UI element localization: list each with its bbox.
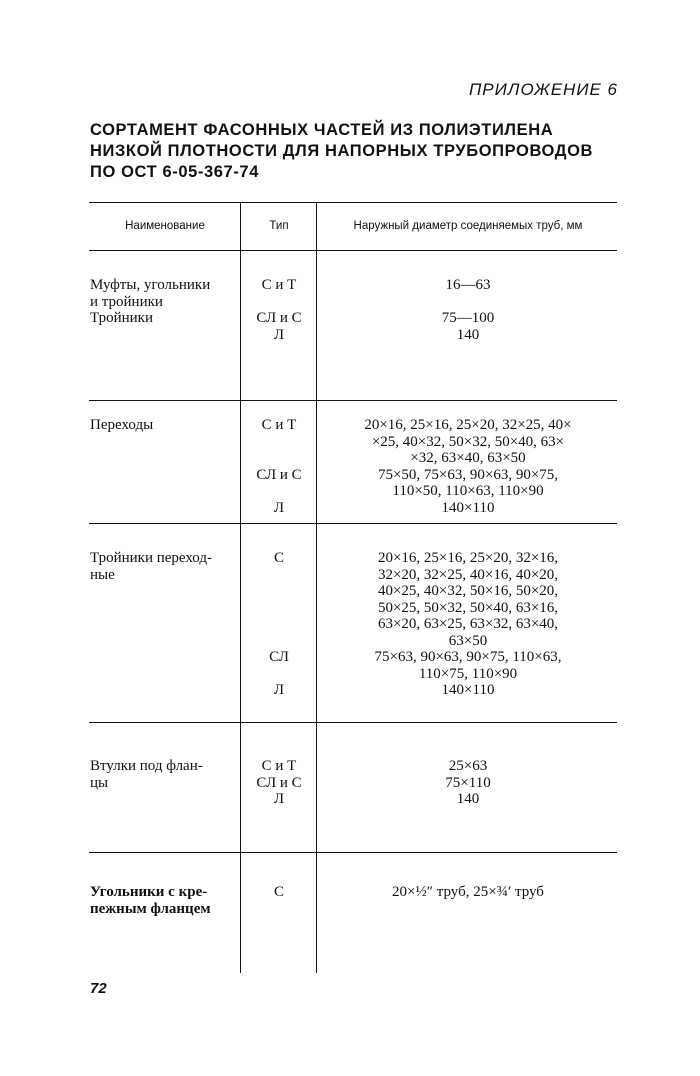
row-type-line: [242, 483, 316, 500]
row-type-line: С и Т: [261, 277, 297, 293]
row-diameter-line: 110×50, 110×63, 110×90: [392, 483, 544, 499]
row-type: [242, 758, 316, 808]
row-diameter-line: ×32, 63×40, 63×50: [410, 450, 526, 466]
row-diameter-line: 20×16, 25×16, 25×20, 32×25, 40×: [364, 417, 572, 433]
row-diameter-line: [318, 294, 618, 311]
row-diameter: [318, 884, 618, 901]
row-diameter-line: 32×20, 32×25, 40×16, 40×20,: [377, 566, 559, 583]
header-rule: [89, 250, 617, 251]
row-name: [90, 758, 240, 791]
row-diameter-line: 25×63: [448, 758, 488, 774]
row-diameter-line: 20×½″ труб, 25×¾′ труб: [392, 884, 544, 900]
row-name-line: Втулки под флан-: [90, 758, 203, 774]
row-name-line: цы: [90, 774, 109, 791]
row-type-line: СЛ: [269, 649, 289, 665]
row-diameter-line: 75×110: [445, 774, 491, 791]
page-title: [90, 120, 630, 183]
row-name: [90, 417, 240, 434]
column-divider: [240, 203, 241, 973]
row-diameter-line: 140×110: [441, 499, 495, 516]
row-name-line: пежным фланцем: [90, 900, 211, 917]
row-type-line: Л: [273, 791, 285, 807]
row-type-line: СЛ и С: [256, 466, 302, 483]
row-diameter-line: ×25, 40×32, 50×32, 50×40, 63×: [371, 433, 565, 450]
row-diameter: [318, 550, 618, 699]
row-type-line: [242, 616, 316, 633]
row-type-line: [242, 600, 316, 617]
row-divider: [89, 852, 617, 853]
row-type-line: [242, 450, 316, 467]
row-name: [90, 550, 240, 583]
title-line: ПО ОСТ 6-05-367-74: [90, 163, 259, 181]
row-name-line: Муфты, угольники: [90, 277, 211, 293]
row-type-line: [242, 633, 316, 650]
title-line: СОРТАМЕНТ ФАСОННЫХ ЧАСТЕЙ ИЗ ПОЛИЭТИЛЕНА: [90, 121, 554, 139]
row-name-line: ные: [90, 566, 115, 583]
row-type-line: С: [273, 550, 284, 566]
row-type-line: СЛ и С: [256, 310, 302, 326]
row-diameter-line: 75×50, 75×63, 90×63, 90×75,: [377, 466, 559, 483]
row-type-line: Л: [273, 499, 285, 516]
row-diameter: [318, 758, 618, 808]
row-diameter: [318, 277, 618, 343]
row-type-line: [242, 583, 316, 600]
column-divider: [316, 203, 317, 973]
row-type: [242, 417, 316, 516]
row-type-line: Л: [273, 326, 285, 343]
row-diameter-line: 110×75, 110×90: [418, 665, 518, 682]
header-diameter: Наружный диаметр соединяемых труб, мм: [353, 220, 583, 232]
row-type: [242, 550, 316, 699]
row-name: [90, 277, 240, 327]
row-diameter-line: 50×25, 50×32, 50×40, 63×16,: [377, 599, 559, 616]
row-type-line: С и Т: [261, 758, 297, 774]
row-name-line: Тройники переход-: [90, 550, 213, 566]
row-name-line: Тройники: [90, 310, 153, 326]
row-name-line: Переходы: [90, 417, 154, 433]
row-diameter-line: 75—100: [441, 310, 495, 326]
row-diameter-line: 75×63, 90×63, 90×75, 110×63,: [374, 649, 562, 665]
row-type-line: С и Т: [261, 417, 297, 433]
row-type-line: [242, 567, 316, 584]
row-type-line: [242, 294, 316, 311]
row-diameter-line: 140×110: [441, 682, 495, 698]
page-number: 72: [90, 980, 107, 997]
header-type: Тип: [269, 220, 289, 232]
row-diameter-line: 140: [456, 791, 480, 807]
row-type-line: Л: [273, 682, 285, 698]
row-diameter: [318, 417, 618, 516]
row-type-line: С: [273, 884, 284, 900]
row-diameter-line: 140: [456, 326, 480, 343]
row-type-line: СЛ и С: [256, 774, 302, 791]
row-diameter-line: 16—63: [445, 277, 491, 293]
row-diameter-line: 63×20, 63×25, 63×32, 63×40,: [377, 616, 559, 632]
row-divider: [89, 722, 617, 723]
row-diameter-line: 63×50: [448, 632, 488, 649]
row-type-line: [242, 434, 316, 451]
header-name: Наименование: [125, 220, 205, 232]
row-type-line: [242, 666, 316, 683]
row-diameter-line: 40×25, 40×32, 50×16, 50×20,: [377, 583, 559, 599]
row-name-line: Угольники с кре-: [90, 884, 208, 900]
row-divider: [89, 523, 617, 524]
row-name-line: и тройники: [90, 293, 163, 310]
row-diameter-line: 20×16, 25×16, 25×20, 32×16,: [377, 550, 559, 566]
row-name: [90, 884, 240, 917]
row-divider: [89, 400, 617, 401]
table-top-rule: [89, 202, 617, 203]
row-type: [242, 884, 316, 901]
row-type: [242, 277, 316, 343]
appendix-label: ПРИЛОЖЕНИЕ 6: [468, 80, 618, 99]
title-line: НИЗКОЙ ПЛОТНОСТИ ДЛЯ НАПОРНЫХ ТРУБОПРОВОДОВ: [90, 142, 594, 160]
